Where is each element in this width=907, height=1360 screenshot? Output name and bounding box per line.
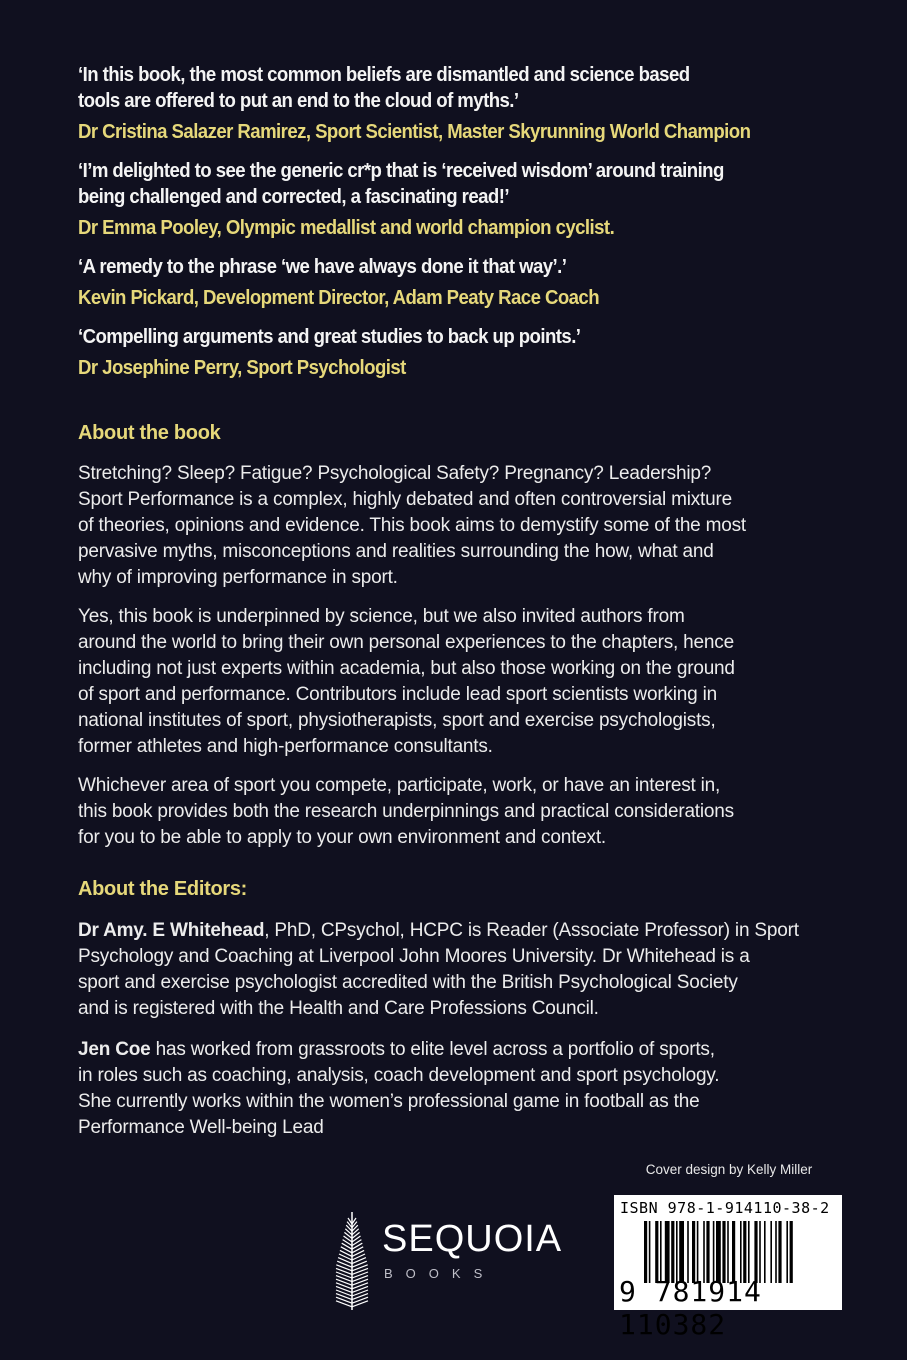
ean-first: 9 [619, 1275, 637, 1308]
barcode-bar [692, 1221, 695, 1283]
paragraph-line: why of improving performance in sport. [78, 567, 398, 588]
barcode-bar [778, 1221, 781, 1283]
ean-right: 110382 [619, 1308, 727, 1341]
barcode-bar [754, 1221, 757, 1283]
endorsement [78, 324, 822, 381]
barcode-bars [644, 1221, 829, 1283]
barcode-bar [655, 1221, 658, 1283]
editor-bio-line [78, 1037, 878, 1063]
barcode-bar [748, 1221, 750, 1283]
quote-line: ‘Compelling arguments and great studies to back up points.’ [78, 326, 581, 348]
quote-line: ‘In this book, the most common beliefs are dismantled and science based [78, 64, 690, 86]
cover-design-credit: Cover design by Kelly Miller [645, 1162, 813, 1177]
paragraph-line: national institutes of sport, physiotherapists, sport and exercise psychologists, [78, 710, 716, 731]
editor-bio-line: Psychology and Coaching at Liverpool John Moores University. Dr Whitehead is a [78, 946, 750, 967]
endorsement [78, 62, 822, 145]
editor-bio-line: Performance Well-being Lead [78, 1117, 324, 1138]
isbn-label: ISBN 978-1-914110-38-2 [620, 1199, 830, 1217]
editor-bio-line: sport and exercise psychologist accredited with the British Psychological Society [78, 972, 738, 993]
barcode-bar [716, 1221, 721, 1283]
barcode-bar [727, 1221, 729, 1283]
paragraph-line: former athletes and high-performance consultants. [78, 736, 493, 757]
ean-left: 781914 [654, 1275, 762, 1308]
barcode-bar [732, 1221, 735, 1283]
barcode-bar [665, 1221, 670, 1283]
publisher-logo [334, 1208, 564, 1312]
barcode-bar [764, 1221, 766, 1283]
barcode-bar [722, 1221, 725, 1283]
publisher-name: SEQUOIA [382, 1218, 563, 1260]
barcode-bar [671, 1221, 674, 1283]
paragraph [78, 461, 878, 591]
barcode-bar [786, 1221, 788, 1283]
quote-attribution: Dr Emma Pooley, Olympic medallist and world champion cyclist. [78, 217, 615, 239]
barcode-bar [770, 1221, 772, 1283]
barcode-bar [687, 1221, 689, 1283]
endorsement [78, 254, 822, 311]
paragraph-line: Sport Performance is a complex, highly debated and often controversial mixture [78, 489, 732, 510]
editor-bio-text: has worked from grassroots to elite level across a portfolio of sports, [150, 1039, 715, 1060]
barcode-bar [644, 1221, 647, 1283]
isbn-barcode [614, 1195, 842, 1341]
paragraph-line: for you to be able to apply to your own environment and context. [78, 827, 606, 848]
paragraph-line: Stretching? Sleep? Fatigue? Psychological Safety? Pregnancy? Leadership? [78, 463, 712, 484]
barcode-bar [743, 1221, 746, 1283]
about-editors-heading: About the Editors: [78, 878, 248, 900]
editor-name: Jen Coe [78, 1039, 151, 1060]
paragraph-line: pervasive myths, misconceptions and realities surrounding the how, what and [78, 541, 714, 562]
quote-line: ‘A remedy to the phrase ‘we have always done it that way’.’ [78, 256, 567, 278]
barcode-bar [697, 1221, 699, 1283]
barcode-bar [759, 1221, 761, 1283]
quote-attribution: Dr Josephine Perry, Sport Psychologist [78, 357, 406, 379]
editor-bio-line: in roles such as coaching, analysis, coach development and sport psychology. [78, 1065, 720, 1086]
paragraph-line: around the world to bring their own personal experiences to the chapters, hence [78, 632, 734, 653]
paragraph-line: Whichever area of sport you compete, participate, work, or have an interest in, [78, 775, 721, 796]
editor-bio [78, 918, 878, 1022]
editor-bio-line: She currently works within the women’s professional game in football as the [78, 1091, 700, 1112]
about-book-heading: About the book [78, 422, 221, 444]
barcode-bar [740, 1221, 742, 1283]
barcode-bar [679, 1221, 684, 1283]
quote-line: tools are offered to put an end to the cloud of myths.’ [78, 90, 519, 112]
paragraph-line: of sport and performance. Contributors include lead sport scientists working in [78, 684, 717, 705]
ean-digits [619, 1275, 842, 1341]
barcode-bar [713, 1221, 715, 1283]
quote-line: being challenged and corrected, a fascinating read!’ [78, 186, 509, 208]
paragraph-line: of theories, opinions and evidence. This book aims to demystify some of the most [78, 515, 747, 536]
fern-leaf-icon [334, 1208, 370, 1312]
paragraph [78, 604, 878, 760]
barcode-bar [649, 1221, 651, 1283]
barcode-bar [775, 1221, 777, 1283]
barcode-bar [706, 1221, 709, 1283]
quote-line: ‘I’m delighted to see the generic cr*p that is ‘received wisdom’ around training [78, 160, 724, 182]
publisher-subtitle: BOOKS [384, 1266, 496, 1281]
editor-bio-line: and is registered with the Health and Care Professions Council. [78, 998, 599, 1019]
editor-name: Dr Amy. E Whitehead [78, 920, 265, 941]
editor-bio-text: , PhD, CPsychol, HCPC is Reader (Associate Professor) in Sport [264, 920, 799, 941]
paragraph-line: this book provides both the research underpinnings and practical considerations [78, 801, 734, 822]
quote-attribution: Kevin Pickard, Development Director, Adam Peaty Race Coach [78, 287, 600, 309]
barcode-bar [790, 1221, 793, 1283]
paragraph [78, 773, 878, 851]
editor-bio-line [78, 918, 878, 944]
barcode-bar [660, 1221, 662, 1283]
endorsement [78, 158, 822, 241]
paragraph-line: including not just experts within academia, but also those working on the ground [78, 658, 735, 679]
barcode-bar [703, 1221, 705, 1283]
paragraph-line: Yes, this book is underpinned by science, but we also invited authors from [78, 606, 685, 627]
barcode-bar [676, 1221, 678, 1283]
editor-bio [78, 1037, 878, 1141]
quote-attribution: Dr Cristina Salazer Ramirez, Sport Scientist, Master Skyrunning World Champion [78, 121, 751, 143]
